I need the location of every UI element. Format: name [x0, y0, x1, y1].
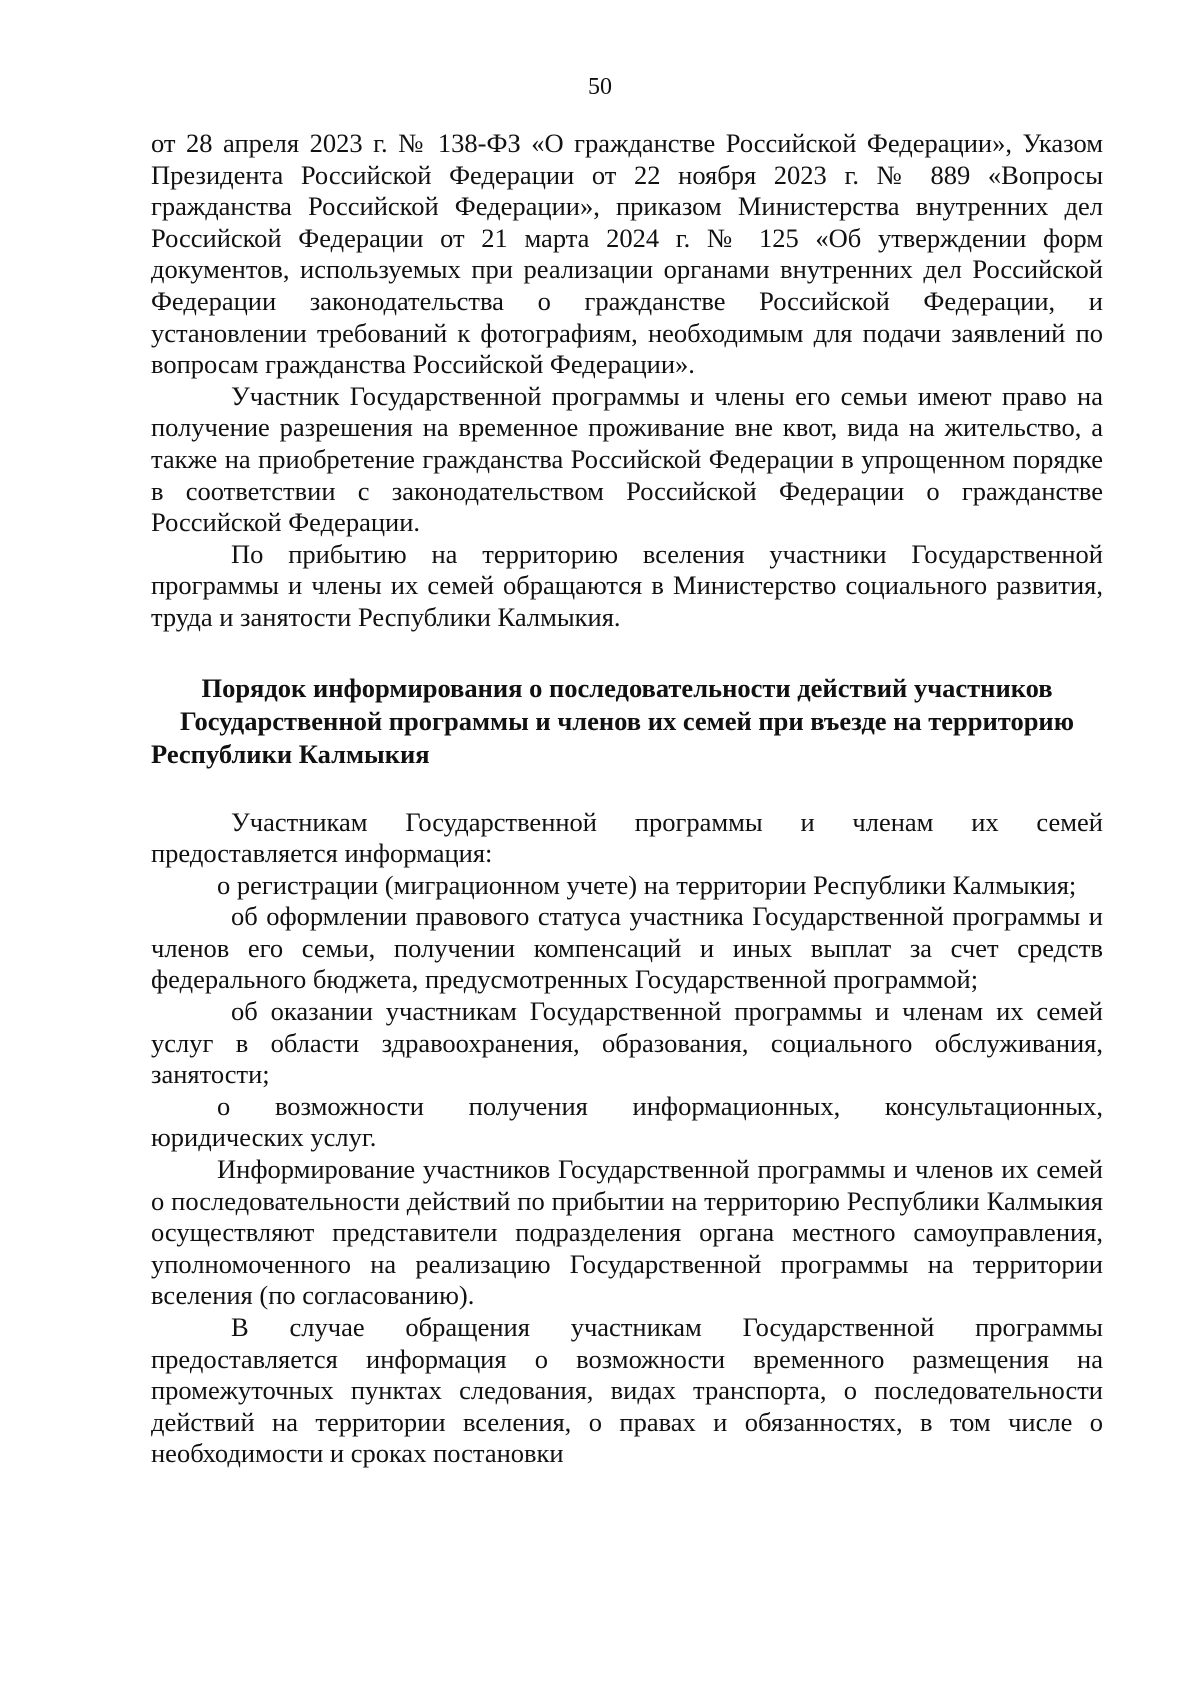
paragraph-citizenship-laws: от 28 апреля 2023 г. № 138-ФЗ «О гражданстве Российской Федерации», Указом Президента Российской Федерации от 22 ноября 2023 г. № 889 «Вопросы гражданства Российской Федерации», приказом Министерства внутренних дел Российской Федерации от 21 марта 2024 г. № 125 «Об утверждении форм документов, используемых при реализации органами внутренних дел Российской Федерации законодательства о гражданстве Российской Федерации, и установлении требований к фотографиям, необходимым для подачи заявлений по вопросам гражданства Российской Федерации». [151, 128, 1103, 380]
section-heading: Порядок информирования о последовательности действий участников Государственной программы и членов их семей при въезде на территорию Республики Калмыкия [151, 672, 1074, 769]
paragraph-temporary-accommodation: В случае обращения участникам Государственной программы предоставляется информация о возможности временного размещения на промежуточных пунктах следования, видах транспорта, о последовательности действий на территории вселения, о правах и обязанностях, в том числе о необходимости и сроках постановки [151, 1312, 1103, 1469]
document-body [151, 128, 1103, 1470]
list-item-registration: о регистрации (миграционном учете) на территории Республики Калмыкия; [217, 869, 1077, 900]
list-item-consultations: о возможности получения информационных, консультационных, юридических услуг. [151, 1090, 1103, 1153]
paragraph-arrival-ministry: По прибытию на территорию вселения участники Государственной программы и члены их семей обращаются в Министерство социального развития, труда и занятости Республики Калмыкия. [151, 538, 1103, 632]
paragraph-participant-rights: Участник Государственной программы и члены его семьи имеют право на получение разрешения на временное проживание вне квот, вида на жительство, а также на приобретение гражданства Российской Федерации в упрощенном порядке в соответствии с законодательством Российской Федерации о гражданстве Российской Федерации. [151, 380, 1103, 538]
list-item-legal-status: об оформлении правового статуса участника Государственной программы и членов его семьи, получении компенсаций и иных выплат за счет средств федерального бюджета, предусмотренных Государственной программой; [151, 901, 1103, 995]
page-number: 50 [588, 74, 612, 100]
paragraph-informing-representatives: Информирование участников Государственной программы и членов их семей о последовательности действий по прибытии на территорию Республики Калмыкия осуществляют представители подразделения органа местного самоуправления, уполномоченного на реализацию Государственной программы на территории вселения (по согласованию). [151, 1154, 1103, 1311]
list-item-services: об оказании участникам Государственной программы и членам их семей услуг в области здравоохранения, образования, социального обслуживания, занятости; [151, 996, 1103, 1090]
paragraph-information-provided: Участникам Государственной программы и членам их семей предоставляется информация: [151, 806, 1103, 869]
